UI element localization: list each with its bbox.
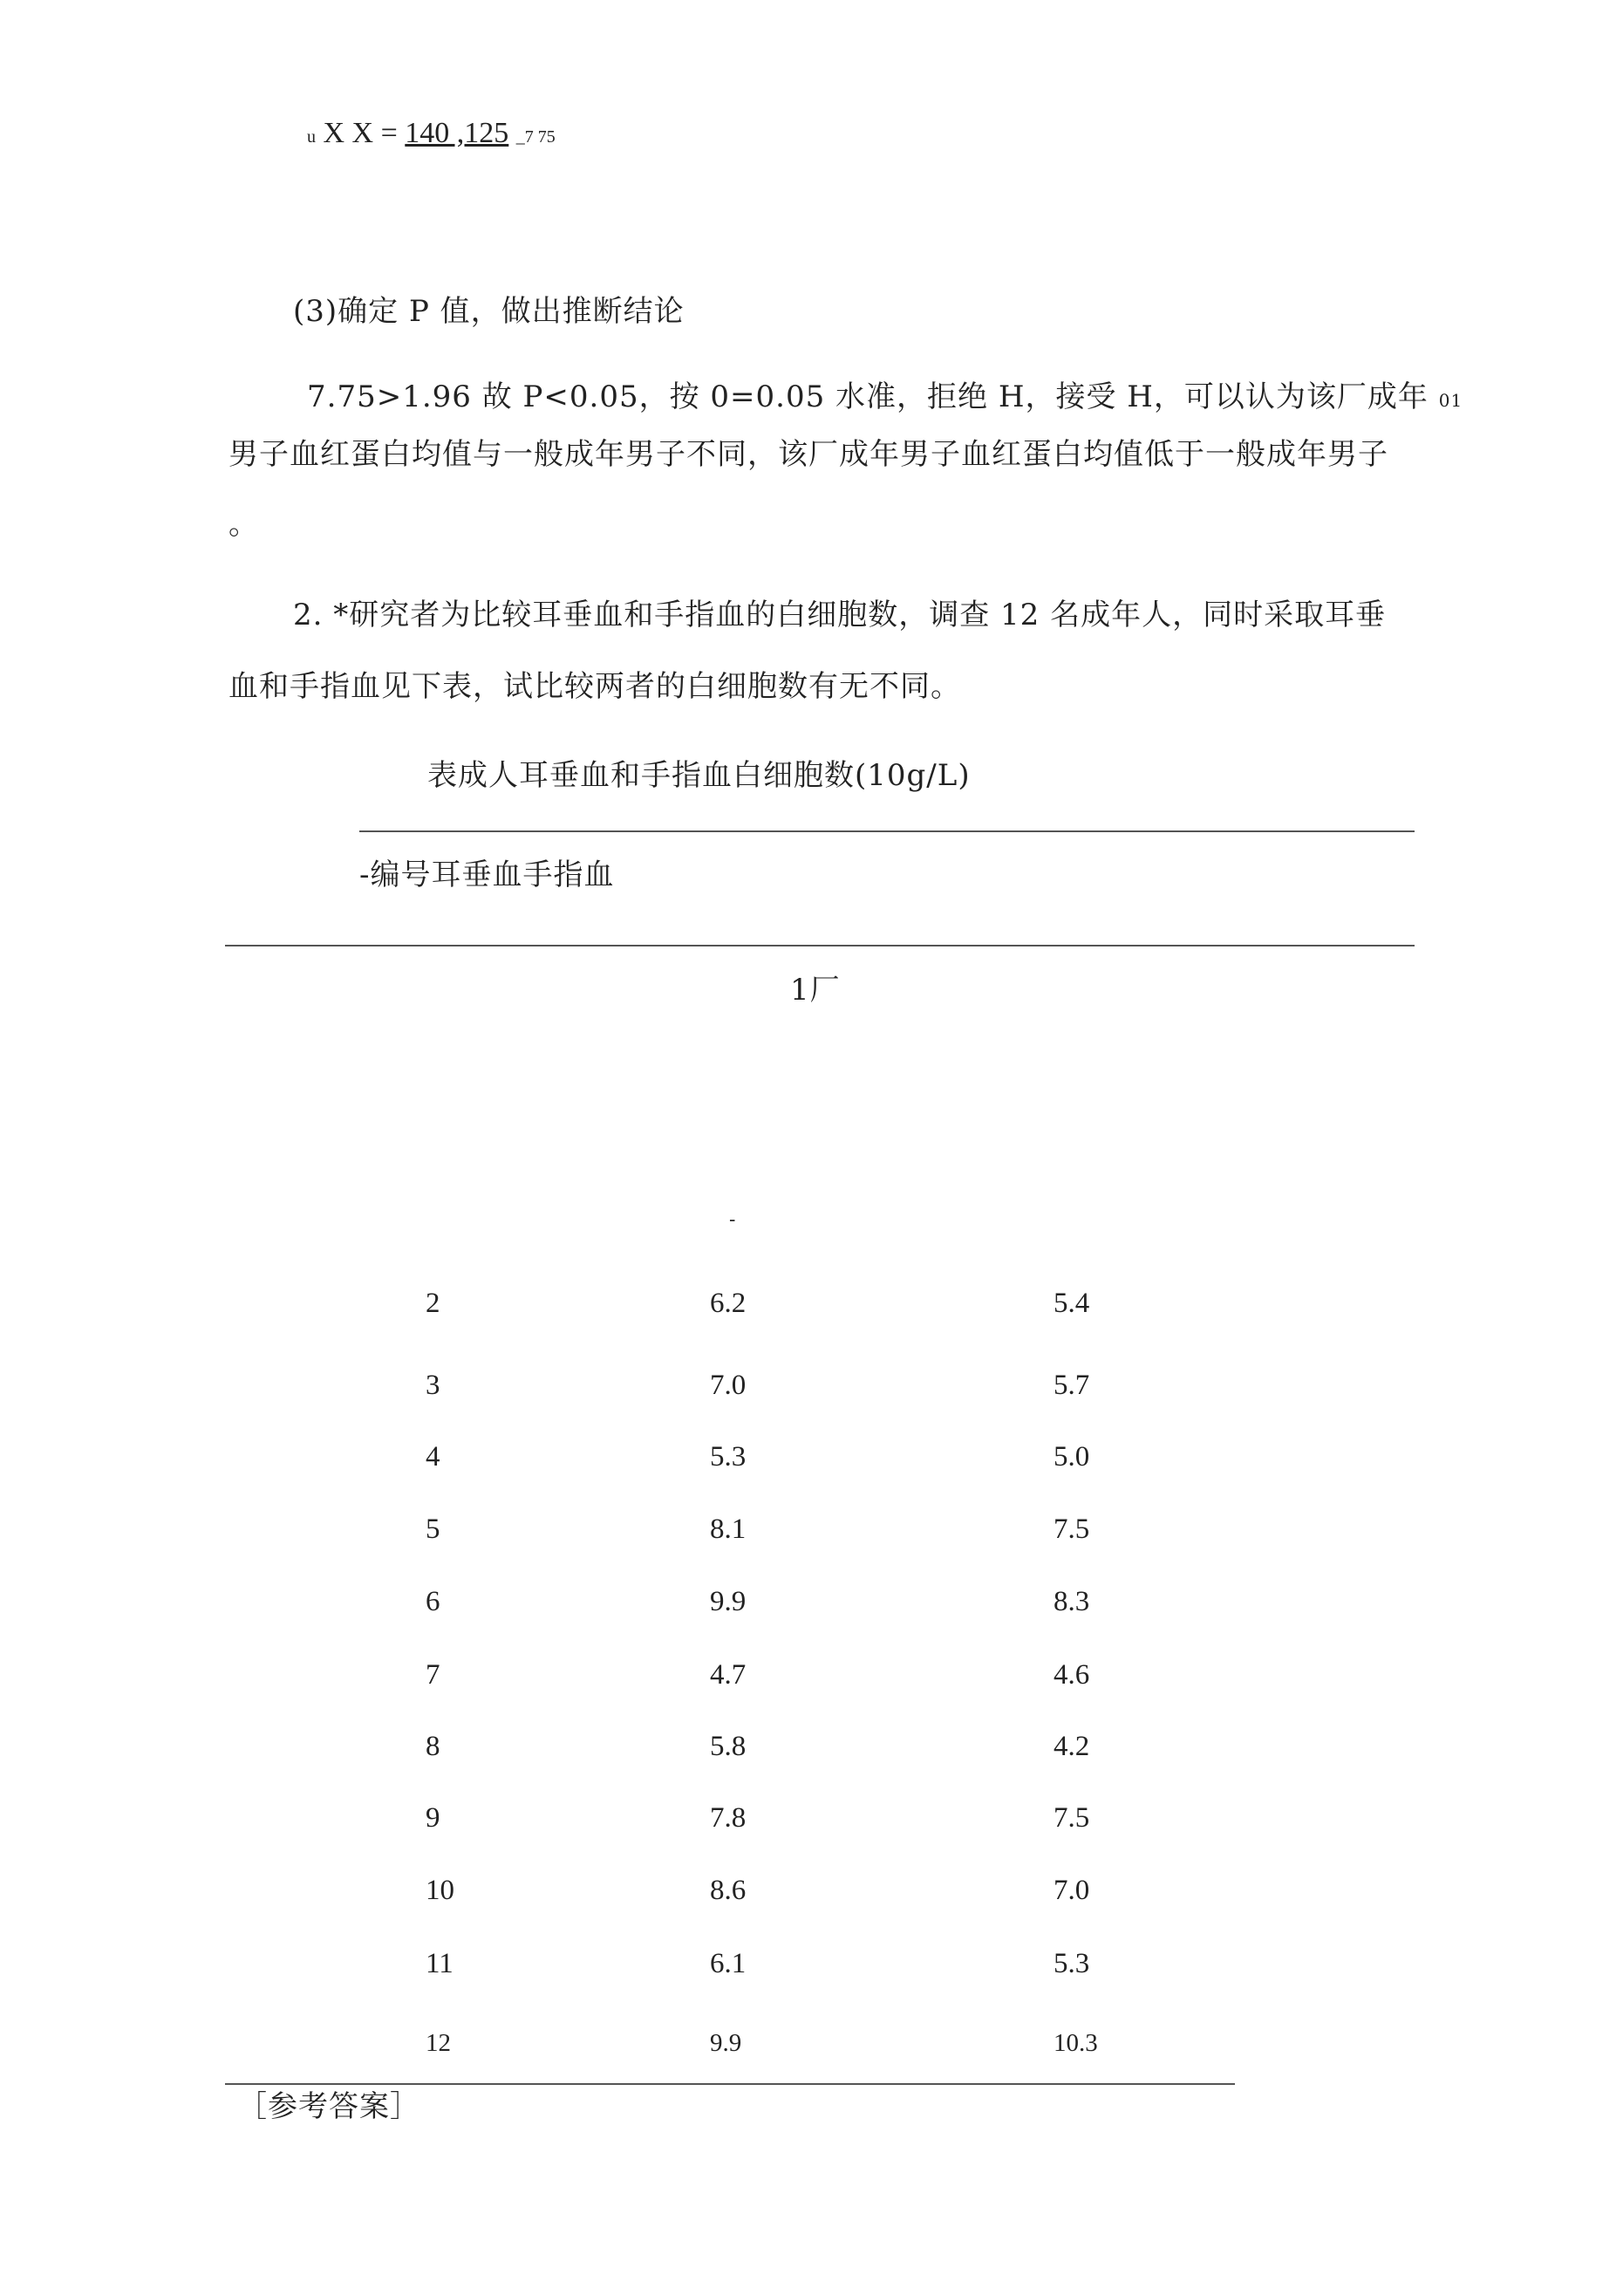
row-id-cell: 7 [426,1659,440,1691]
conclusion-line-1-text: 7.75>1.96 故 P<0.05，按 0=0.05 水准，拒绝 H，接受 H，可以认为该厂成年 [307,379,1429,414]
ear-blood-cell: 9.9 [710,1586,747,1617]
formula-fraction-top: 140 ,125 [405,117,509,149]
row-id-cell: 3 [426,1370,440,1401]
row-id-cell: 12 [426,2029,451,2057]
formula-vars: X X = [323,117,398,149]
table-header: -编号耳垂血手指血 [359,858,615,892]
ear-blood-cell: 8.1 [710,1514,747,1545]
formula-prefix: u [307,127,316,147]
conclusion-line-2: 男子血红蛋白均值与一般成年男子不同，该厂成年男子血红蛋白均值低于一般成年男子 [228,437,1388,472]
ear-blood-cell: 6.1 [710,1948,747,1979]
question2-line-1: 2. *研究者为比较耳垂血和手指血的白细胞数，调查 12 名成年人，同时采取耳垂 [293,598,1387,632]
ear-blood-cell: 4.7 [710,1659,747,1691]
conclusion-line-1-sub: 01 [1438,390,1463,411]
formula-suffix: _7 75 [515,127,556,147]
ear-blood-cell: 9.9 [710,2029,742,2057]
row-id-cell: 6 [426,1586,440,1617]
answer-label: ［参考答案］ [237,2089,420,2124]
finger-blood-cell: 7.5 [1054,1802,1090,1834]
formula-line [307,117,556,150]
row-id-cell: 2 [426,1288,440,1319]
finger-blood-cell: 5.3 [1054,1948,1090,1979]
table-dash-mark: - [729,1209,736,1231]
finger-blood-cell: 5.7 [1054,1370,1090,1401]
conclusion-line-1 [307,379,1463,414]
ear-blood-cell: 7.0 [710,1370,747,1401]
table-first-row-fragment: 1厂 [790,973,841,1008]
row-id-cell: 5 [426,1514,440,1545]
finger-blood-cell: 7.5 [1054,1514,1090,1545]
ear-blood-cell: 6.2 [710,1288,747,1319]
table-bottom-rule [225,2083,1235,2085]
finger-blood-cell: 8.3 [1054,1586,1090,1617]
finger-blood-cell: 7.0 [1054,1875,1090,1906]
row-id-cell: 11 [426,1948,453,1979]
table-caption: 表成人耳垂血和手指血白细胞数(10g/L) [427,758,971,793]
ear-blood-cell: 5.3 [710,1441,747,1473]
step3-heading: (3)确定 P 值，做出推断结论 [293,294,685,329]
finger-blood-cell: 10.3 [1054,2029,1098,2057]
finger-blood-cell: 4.2 [1054,1731,1090,1762]
row-id-cell: 8 [426,1731,440,1762]
table-header-rule [225,945,1415,946]
row-id-cell: 10 [426,1875,454,1906]
row-id-cell: 9 [426,1802,440,1834]
ear-blood-cell: 7.8 [710,1802,747,1834]
ear-blood-cell: 5.8 [710,1731,747,1762]
finger-blood-cell: 4.6 [1054,1659,1090,1691]
finger-blood-cell: 5.4 [1054,1288,1090,1319]
finger-blood-cell: 5.0 [1054,1441,1090,1473]
ear-blood-cell: 8.6 [710,1875,747,1906]
question2-line-2: 血和手指血见下表，试比较两者的白细胞数有无不同。 [228,669,961,704]
conclusion-line-3: 。 [228,507,259,542]
row-id-cell: 4 [426,1441,440,1473]
table-top-rule [359,830,1415,832]
